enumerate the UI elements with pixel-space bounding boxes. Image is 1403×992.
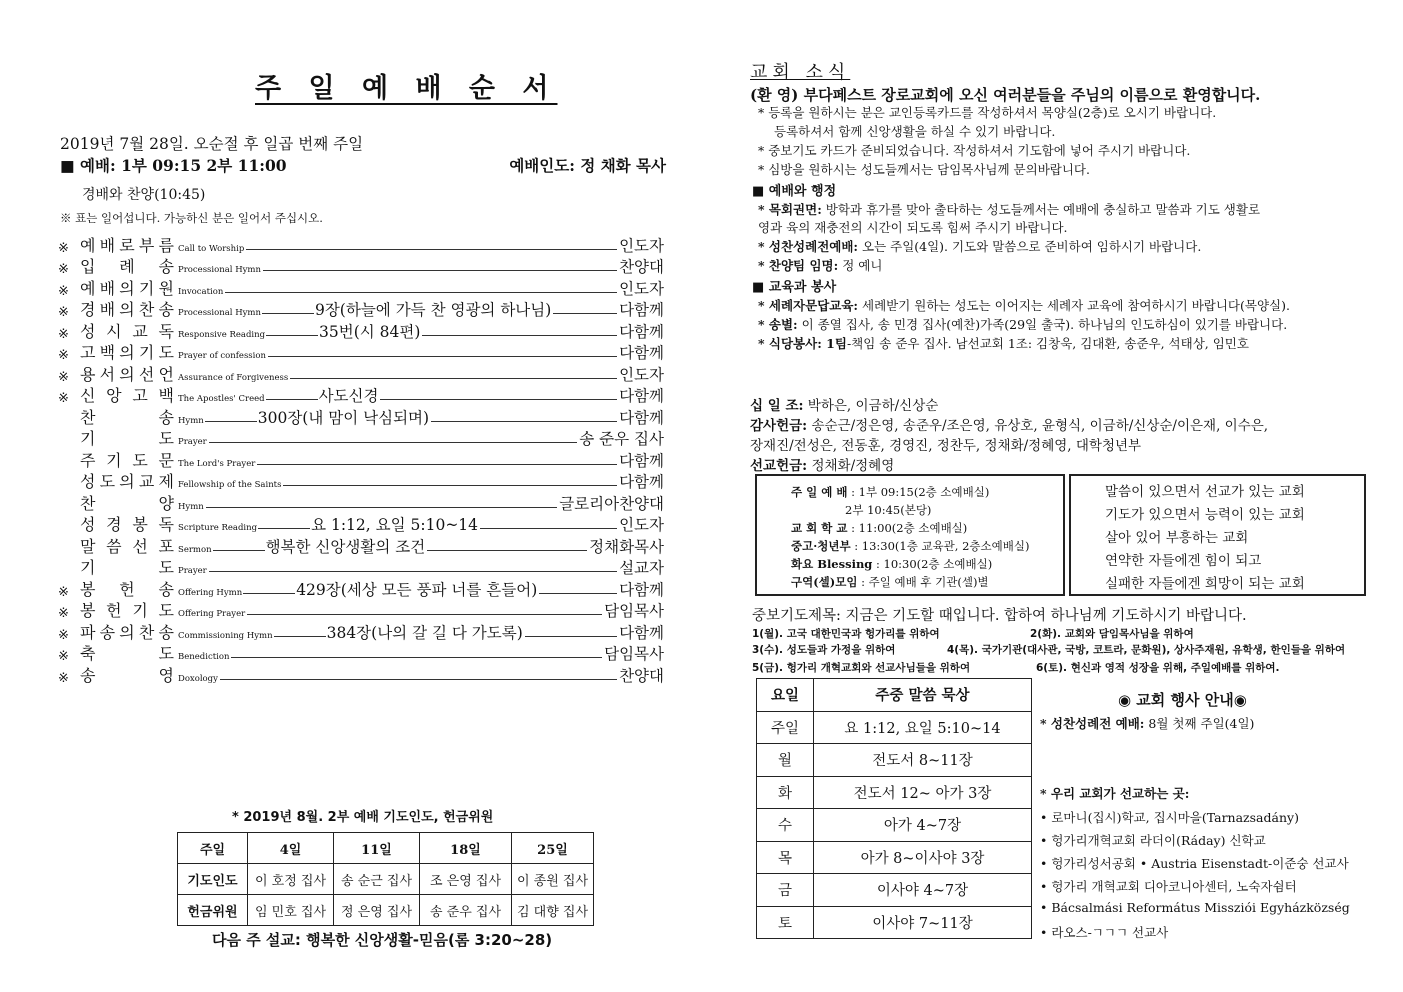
order-item-person: 인도자 (619, 365, 664, 384)
leader-line (431, 421, 617, 422)
missions-title (1040, 784, 1189, 802)
order-item-name: 축 도 (80, 644, 176, 663)
order-row (58, 514, 664, 536)
order-row (58, 492, 664, 514)
bible-passage: 이사야 7~11장 (814, 906, 1032, 939)
order-item-name: 고 백 의 기 도 (80, 343, 176, 362)
leader-line (290, 378, 617, 379)
order-item-name: 봉 헌 기 도 (80, 601, 176, 620)
schedule-text: : 11:00(2층 소예배실) (847, 521, 968, 535)
leader-line (205, 421, 257, 422)
order-row (58, 234, 664, 256)
offering-label: 선교헌금: (750, 458, 808, 474)
schedule-text: : 13:30(1층 교육관, 2층소예배실) (850, 539, 1030, 553)
prayer-schedule-table (177, 832, 594, 926)
order-item-person: 송 준우 집사 (579, 430, 664, 448)
leader-line (266, 399, 318, 400)
order-item-name: 성 도 의 교 제 (80, 472, 176, 491)
order-item-english: Prayer of confession (178, 351, 266, 361)
prayer-table-row (178, 895, 594, 926)
order-item-name: 주 기 도 문 (80, 450, 176, 470)
order-item-person: 다함께 (619, 344, 664, 362)
leader-line (480, 528, 617, 529)
bible-passage: 전도서 12~ 아가 3장 (814, 776, 1032, 809)
order-item-name: 말 씀 선 포 (80, 536, 176, 556)
order-item-person: 다함께 (619, 451, 664, 470)
news-text: 세례받기 원하는 성도는 이어지는 세례자 교육에 참여하시기 바랍니다(목양실). (858, 298, 1290, 313)
news-text: 이 종열 집사, 송 민경 집사(예찬)가족(29일 출국). 하나님의 인도하심이 있기를 바랍니다. (797, 317, 1288, 332)
prayer-topic: 5(금). 헝가리 개혁교회와 선교사님들을 위하여 (752, 662, 971, 674)
mission-item: • 라오스-ㄱㄱㄱ 선교사 (1040, 925, 1169, 940)
service-times-text: ■ 예배: 1부 09:15 2부 11:00 (60, 156, 287, 175)
leader-line (247, 614, 602, 615)
order-item-name: 예 배 로 부 름 (80, 235, 176, 255)
bible-table-header (757, 679, 1032, 712)
prayer-table-header-cell: 25일 (512, 833, 594, 864)
leader-line (262, 313, 314, 314)
order-row (58, 363, 664, 385)
order-item-english: Commissioning Hymn (178, 630, 273, 641)
stand-mark: ※ (58, 348, 69, 363)
stand-mark: ※ (58, 305, 69, 320)
news-item (758, 315, 1287, 333)
order-item-name: 송 영 (80, 665, 176, 685)
service-date: 2019년 7월 28일. 오순절 후 일곱 번째 주일 (60, 135, 364, 153)
schedule-label: 화요 Blessing (791, 557, 873, 571)
prayer-table-cell: 송 순근 집사 (334, 864, 420, 895)
bible-reading-table (756, 678, 1032, 939)
leader-line (209, 571, 617, 572)
service-times (60, 154, 666, 176)
motto-line: 실패한 자들에겐 희망이 되는 교회 (1105, 576, 1305, 592)
order-item-english: The Lord's Prayer (178, 458, 256, 469)
offering-label: 십 일 조: (750, 398, 804, 414)
order-item-english: Prayer (178, 437, 207, 447)
welcome-item: * 심방을 원하시는 성도들께서는 담임목사님께 문의바랍니다. (758, 162, 1090, 177)
order-item-name: 기 도 (80, 558, 176, 577)
leader-line (263, 270, 617, 271)
motto-line: 살아 있어 부흥하는 교회 (1105, 530, 1249, 546)
order-row (58, 256, 664, 278)
order-row (58, 578, 664, 600)
order-item-english: The Apostles' Creed (178, 394, 265, 404)
order-item-english: Processional Hymn (178, 308, 261, 318)
prayer-topics-title: 중보기도제목: 지금은 기도할 때입니다. 합하여 하나님께 기도하시기 바랍니다. (752, 608, 1247, 624)
order-item-name: 파 송 의 찬 송 (80, 622, 176, 642)
church-news-title: 교회 소식 (750, 62, 851, 83)
stand-mark: ※ (58, 369, 69, 385)
leader-line (220, 679, 617, 680)
order-item-person: 인도자 (619, 279, 664, 298)
stand-mark: ※ (58, 649, 69, 664)
prayer-table-cell: 이 호정 집사 (248, 864, 334, 895)
prayer-topic: 3(수). 성도들과 가정을 위하여 (752, 644, 896, 656)
order-item-person: 글로리아찬양대 (559, 494, 664, 513)
stand-mark: ※ (58, 584, 69, 600)
order-item-name: 봉 헌 송 (80, 579, 176, 599)
bible-day: 수 (757, 809, 814, 842)
order-item-person: 인도자 (619, 516, 664, 534)
schedule-text: : 1부 09:15(2층 소예배실) (847, 485, 990, 499)
prayer-table-header-cell: 11일 (334, 833, 420, 864)
schedule-line (791, 556, 1053, 574)
next-sermon: 다음 주 설교: 행복한 신앙생활-믿음(롬 3:20~28) (212, 931, 553, 949)
offering-line (750, 434, 1141, 454)
schedule-line (791, 502, 1053, 520)
welcome-item: * 중보기도 카드가 준비되었습니다. 작성하셔서 기도함에 넣어 주시기 바랍니다. (758, 143, 1191, 158)
offering-text: 송순근/정은영, 송준우/조은영, 유상호, 윤형식, 이금하/신상순/이은재, 이수은, (807, 418, 1269, 434)
order-item-person: 정채화목사 (589, 537, 664, 556)
stand-mark: ※ (58, 670, 69, 686)
news-label: * 목회권면: (758, 202, 822, 217)
prayer-topic: 1(월). 고국 대한민국과 헝가리를 위하여 (752, 628, 940, 640)
prayer-table-cell: 정 은영 집사 (334, 895, 420, 926)
order-item-detail: 9장(하늘에 가득 찬 영광의 하나님) (314, 301, 552, 319)
order-row (58, 406, 664, 428)
order-item-person: 다함께 (619, 301, 664, 319)
schedule-line (791, 520, 1053, 538)
order-item-english: Sermon (178, 544, 212, 555)
order-item-english: Fellowship of the Saints (178, 480, 282, 490)
bible-day: 토 (757, 906, 814, 939)
praise-time: 경배와 찬양(10:45) (82, 187, 206, 203)
news-label: * 성찬성례전예배: (758, 239, 859, 254)
leader-line (246, 249, 617, 250)
news-text: 방학과 휴가를 맞아 출타하는 성도들께서는 예배에 충실하고 말씀과 기도 생활로 (821, 202, 1261, 217)
mission-item: • 헝가리성서공회 • Austria Eisenstadt-이준숭 선교사 (1040, 856, 1349, 871)
news-text: 오는 주일(4일). 기도와 말씀으로 준비하여 임하시기 바랍니다. (858, 239, 1202, 254)
weekly-schedule-box (755, 474, 1065, 596)
leader-line (422, 335, 617, 336)
order-item-detail: 384장(나의 갈 길 다 가도록) (326, 623, 523, 642)
offering-text: 박하은, 이금하/신상순 (803, 398, 939, 414)
order-row (58, 320, 664, 342)
news-label: * 송별: (758, 317, 798, 332)
news-item (758, 256, 882, 274)
leader-line (427, 550, 587, 551)
bible-table-row (757, 874, 1032, 907)
stand-mark: ※ (58, 627, 69, 643)
order-item-person: 다함께 (619, 387, 664, 405)
motto-line: 기도가 있으면서 능력이 있는 교회 (1105, 507, 1305, 523)
bible-header-passage: 주중 말씀 묵상 (814, 679, 1032, 712)
prayer-table-cell: 기도인도 (178, 864, 248, 895)
news-label: * 찬양팀 임명: (758, 258, 839, 273)
stand-mark: ※ (58, 262, 69, 277)
offering-line (750, 394, 938, 414)
stand-note: ※ 표는 일어섭니다. 가능하신 분은 일어서 주십시오. (60, 211, 323, 225)
order-item-name: 신 앙 고 백 (80, 386, 176, 405)
leader-line (225, 292, 617, 293)
order-item-person: 담임목사 (604, 602, 664, 620)
prayer-table-header-cell: 18일 (420, 833, 512, 864)
prayer-table-header-cell: 주일 (178, 833, 248, 864)
order-row (58, 535, 664, 557)
leader-line (553, 313, 617, 314)
order-item-person: 다함께 (619, 473, 664, 491)
schedule-text: : 10:30(2층 소예배실) (872, 557, 993, 571)
leader-line (231, 657, 602, 658)
prayer-table-row (178, 864, 594, 895)
order-item-english: Hymn (178, 415, 204, 426)
bible-day: 금 (757, 874, 814, 907)
prayer-schedule-title: * 2019년 8월. 2부 예배 기도인도, 헌금위원 (232, 810, 494, 825)
welcome-line: (환 영) 부다페스트 장로교회에 오신 여러분들을 주님의 이름으로 환영합니다. (750, 86, 1261, 104)
bible-passage: 전도서 8~11장 (814, 744, 1032, 777)
event-text: 8월 첫째 주일(4일) (1144, 716, 1255, 731)
bible-table-row (757, 711, 1032, 744)
order-item-english: Responsive Reading (178, 329, 266, 340)
schedule-text: 2부 10:45(본당) (845, 503, 932, 517)
order-item-name: 성 시 교 독 (80, 321, 176, 341)
order-item-detail: 요 1:12, 요일 5:10~14 (311, 516, 479, 534)
order-row (58, 342, 664, 364)
news-label: * 세례자문답교육: (758, 298, 859, 313)
order-item-detail: 사도신경 (318, 387, 379, 405)
order-item-name: 기 도 (80, 429, 176, 448)
order-item-name: 성 경 봉 독 (80, 515, 176, 534)
bible-passage: 아가 4~7장 (814, 809, 1032, 842)
offering-label: 감사헌금: (750, 418, 808, 434)
schedule-label: 주 일 예 배 (791, 485, 848, 499)
order-item-english: Prayer (178, 566, 207, 576)
bible-table-row (757, 776, 1032, 809)
leader-line (206, 507, 557, 508)
order-item-name: 입 례 송 (80, 257, 176, 276)
offering-line (750, 414, 1268, 434)
stand-mark: ※ (58, 240, 69, 256)
order-item-person: 다함께 (619, 322, 664, 341)
stand-mark: ※ (58, 326, 69, 342)
leader-line (213, 550, 265, 551)
mission-item: • 헝가리 개혁교회 디아코니아센터, 노숙자쉼터 (1040, 879, 1297, 894)
order-item-person: 다함께 (619, 408, 664, 427)
bible-table-row (757, 744, 1032, 777)
order-item-english: Offering Prayer (178, 609, 246, 619)
news-label: * 식당봉사: 1팀 (758, 336, 847, 351)
prayer-table-cell: 송 준우 집사 (420, 895, 512, 926)
stand-mark: ※ (58, 283, 69, 299)
mission-item: • Bácsalmási Református Missziói Egyházközség (1040, 900, 1350, 915)
order-row (58, 557, 664, 579)
schedule-label: 구역(셀)모임 (791, 575, 858, 589)
bible-table-row (757, 906, 1032, 939)
event-label: * 성찬성례전 예배: (1040, 716, 1145, 731)
order-item-detail: 35번(시 84편) (319, 322, 421, 341)
order-row (58, 449, 664, 471)
news-item (758, 334, 1249, 352)
order-row (58, 299, 664, 321)
section-head: ■ 예배와 행정 (752, 184, 837, 199)
order-row (58, 385, 664, 407)
order-item-person: 다함께 (619, 580, 664, 599)
bible-passage: 이사야 4~7장 (814, 874, 1032, 907)
order-item-name: 용 서 의 선 언 (80, 364, 176, 384)
order-item-english: Offering Hymn (178, 587, 243, 598)
order-item-name: 경 배 의 찬 송 (80, 300, 176, 319)
schedule-line (791, 538, 1053, 556)
leader-line (243, 593, 295, 594)
leader-line (266, 335, 318, 336)
leader-line (283, 485, 617, 486)
events-title: ◉ 교회 행사 안내◉ (1118, 691, 1247, 709)
order-item-english: Benediction (178, 652, 230, 662)
leader-line (274, 636, 326, 637)
bible-table-row (757, 809, 1032, 842)
order-row (58, 471, 664, 493)
leader-line (380, 399, 617, 400)
motto-line: 말씀이 있으면서 선교가 있는 교회 (1105, 484, 1305, 500)
offering-text: 정채화/정혜영 (807, 458, 895, 474)
church-motto-box (1069, 474, 1366, 596)
order-item-name: 찬 양 (80, 493, 176, 513)
prayer-topic: 4(목). 국가기관(대사관, 국방, 코트라, 문화원), 상사주재원, 유학생, 한인들을 위하여 (947, 644, 1346, 656)
order-item-person: 찬양대 (619, 666, 664, 685)
welcome-item: * 등록을 원하시는 분은 교인등록카드를 작성하셔서 목양실(2층)로 오시기 바랍니다. (758, 105, 1217, 120)
order-item-detail: 300장(내 맘이 낙심되며) (257, 408, 430, 427)
prayer-table-cell: 김 대향 집사 (512, 895, 594, 926)
offering-line (750, 454, 894, 474)
news-item (758, 200, 1260, 218)
bible-day: 목 (757, 841, 814, 874)
news-item (758, 296, 1290, 314)
prayer-table-cell: 헌금위원 (178, 895, 248, 926)
order-item-detail: 행복한 신앙생활의 조건 (265, 537, 426, 556)
bible-day: 월 (757, 744, 814, 777)
bible-day: 주일 (757, 711, 814, 744)
order-row (58, 428, 664, 450)
order-item-person: 담임목사 (604, 645, 664, 663)
order-item-name: 예 배 의 기 원 (80, 278, 176, 298)
prayer-table-cell: 임 민호 집사 (248, 895, 334, 926)
leader-line (525, 636, 617, 637)
order-row (58, 643, 664, 665)
order-item-english: Hymn (178, 501, 204, 512)
bible-day: 화 (757, 776, 814, 809)
schedule-label: 중고·청년부 (791, 539, 851, 553)
news-text: 영과 육의 재충전의 시간이 되도록 힘써 주시기 바랍니다. (758, 220, 1068, 235)
prayer-table-cell: 조 은영 집사 (420, 864, 512, 895)
leader-line (539, 593, 617, 594)
missions-title-text: * 우리 교회가 선교하는 곳: (1040, 786, 1190, 801)
mission-item: • 로마니(집시)학교, 집시마을(Tarnazsadány) (1040, 810, 1299, 825)
news-text: -책임 송 준우 집사. 남선교회 1조: 김창욱, 김대환, 송준우, 석태상, 임민호 (846, 336, 1249, 351)
news-item (758, 237, 1201, 255)
order-item-person: 인도자 (619, 236, 664, 255)
leader-line (257, 464, 617, 465)
order-of-worship (58, 234, 664, 686)
leader-line (258, 528, 310, 529)
stand-mark: ※ (58, 606, 69, 621)
order-row (58, 621, 664, 643)
news-item (758, 218, 1068, 236)
order-row (58, 277, 664, 299)
page-title: 주 일 예 배 순 서 (255, 73, 558, 104)
bible-header-day: 요일 (757, 679, 814, 712)
order-item-english: Assurance of Forgiveness (178, 372, 289, 383)
bible-table-row (757, 841, 1032, 874)
mission-item: • 헝가리개혁교회 라더이(Ráday) 신학교 (1040, 833, 1266, 848)
offering-text: 장재진/전성은, 전동훈, 경영진, 정찬두, 정채화/정혜영, 대학청년부 (750, 438, 1142, 454)
event-item (1040, 714, 1254, 732)
leader-line (268, 356, 617, 357)
order-item-detail: 429장(세상 모든 풍파 너를 흔들어) (296, 580, 538, 599)
order-item-english: Doxology (178, 673, 218, 684)
schedule-text: : 주일 예배 후 기관(셀)별 (857, 575, 989, 589)
prayer-topic: 2(화). 교회와 담임목사님을 위하여 (1030, 628, 1194, 640)
leader-line (209, 442, 578, 443)
order-item-person: 설교자 (619, 559, 664, 577)
schedule-line (791, 574, 1053, 592)
order-item-english: Scripture Reading (178, 523, 258, 533)
motto-line: 연약한 자들에겐 힘이 되고 (1105, 553, 1262, 569)
order-item-english: Invocation (178, 286, 224, 297)
bible-passage: 아가 8~이사야 3장 (814, 841, 1032, 874)
schedule-label: 교 회 학 교 (791, 521, 848, 535)
order-item-person: 다함께 (619, 623, 664, 642)
news-text: 정 예니 (838, 258, 883, 273)
welcome-item: 등록하셔서 함께 신앙생활을 하실 수 있기 바랍니다. (774, 124, 1056, 139)
prayer-table-header-cell: 4일 (248, 833, 334, 864)
bible-passage: 요 1:12, 요일 5:10~14 (814, 711, 1032, 744)
schedule-line (791, 484, 1053, 502)
section-head: ■ 교육과 봉사 (752, 280, 837, 295)
order-item-english: Processional Hymn (178, 265, 261, 275)
order-row (58, 600, 664, 622)
prayer-table-header (178, 833, 594, 864)
order-item-english: Call to Worship (178, 243, 245, 254)
prayer-table-cell: 이 종원 집사 (512, 864, 594, 895)
order-item-name: 찬 송 (80, 407, 176, 427)
stand-mark: ※ (58, 391, 69, 406)
order-item-person: 찬양대 (619, 258, 664, 276)
prayer-topic: 6(토). 현신과 영적 성장을 위해, 주일예배를 위하여. (1036, 662, 1280, 674)
order-row (58, 664, 664, 686)
worship-leader: 예배인도: 정 채화 목사 (509, 156, 666, 175)
